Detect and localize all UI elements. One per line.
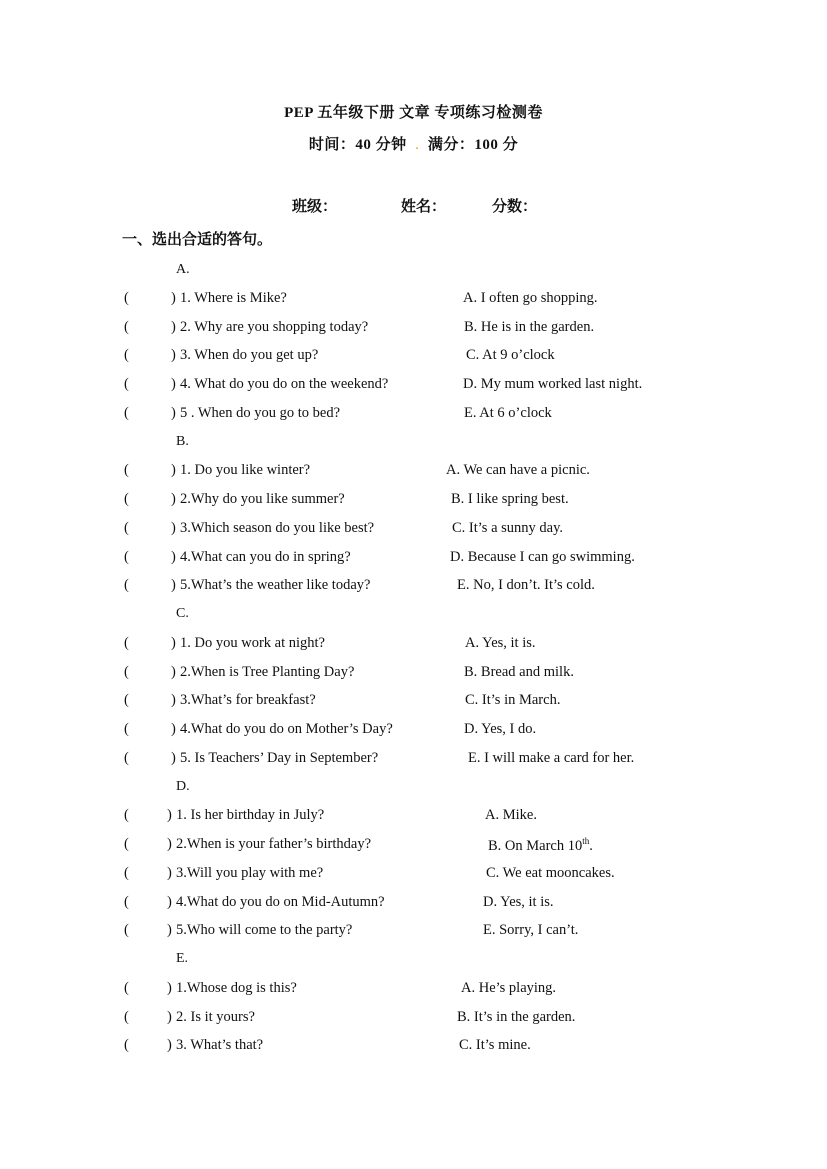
question-row xyxy=(0,635,827,655)
answer-option xyxy=(463,290,598,307)
answer-option-text: A. Yes, it is. xyxy=(465,635,536,651)
question-text: 1. Where is Mike? xyxy=(180,290,287,306)
answer-option-text: C. It’s a sunny day. xyxy=(452,520,564,536)
question-text: 3.Will you play with me? xyxy=(176,865,324,881)
answer-blank-open: ( xyxy=(124,491,129,507)
question-text: 3. When do you get up? xyxy=(180,347,319,363)
answer-option xyxy=(450,549,635,566)
answer-blank-open: ( xyxy=(124,894,129,910)
question-text: 1. Do you like winter? xyxy=(180,462,311,478)
question-row xyxy=(0,319,827,339)
question-text: 4. What do you do on the weekend? xyxy=(180,376,389,392)
answer-blank-open: ( xyxy=(124,1037,129,1053)
answer-option-text: A. Mike. xyxy=(485,807,537,823)
answer-option-text: C. At 9 o’clock xyxy=(466,347,555,363)
answer-blank-open: ( xyxy=(124,922,129,938)
answer-blank-open: ( xyxy=(124,980,129,996)
question-text: 5.Who will come to the party? xyxy=(176,922,353,938)
question-row xyxy=(0,807,827,827)
question-text: 4.What do you do on Mid-Autumn? xyxy=(176,894,385,910)
group-letter: B. xyxy=(176,434,189,449)
answer-blank-close: ) xyxy=(167,807,172,823)
question-row xyxy=(0,549,827,569)
answer-blank-open: ( xyxy=(124,462,129,478)
answer-option xyxy=(465,635,536,652)
answer-option-text: D. Yes, it is. xyxy=(483,894,554,910)
class-label: 班级： xyxy=(292,199,338,215)
question-text: 2. Is it yours? xyxy=(176,1009,255,1025)
answer-blank-open: ( xyxy=(124,347,129,363)
question-row xyxy=(0,462,827,482)
answer-blank-close: ) xyxy=(167,1009,172,1025)
answer-blank-open: ( xyxy=(124,836,129,852)
answer-option-text: B. It’s in the garden. xyxy=(457,1009,576,1025)
answer-option xyxy=(466,347,555,364)
answer-blank-close: ) xyxy=(171,750,176,766)
answer-option-text: C. It’s in March. xyxy=(465,692,561,708)
name-label: 姓名： xyxy=(401,199,447,215)
answer-blank-open: ( xyxy=(124,721,129,737)
question-row xyxy=(0,347,827,367)
answer-blank-close: ) xyxy=(167,894,172,910)
answer-option-text: E. Sorry, I can’t. xyxy=(483,922,579,938)
answer-tail: . xyxy=(589,837,593,854)
answer-blank-close: ) xyxy=(167,922,172,938)
answer-option-text: E. No, I don’t. It’s cold. xyxy=(457,577,595,593)
question-row xyxy=(0,721,827,741)
answer-option xyxy=(464,319,594,336)
question-text: 5 . When do you go to bed? xyxy=(180,405,341,421)
answer-option xyxy=(446,462,590,479)
question-row xyxy=(0,376,827,396)
answer-option xyxy=(451,491,569,508)
answer-blank-close: ) xyxy=(171,405,176,421)
student-info xyxy=(0,195,827,215)
section-heading: 一、选出合适的答句。 xyxy=(122,232,273,248)
answer-blank-close: ) xyxy=(171,664,176,680)
question-text: 5.What’s the weather like today? xyxy=(180,577,371,593)
answer-option xyxy=(459,1037,531,1054)
question-row xyxy=(0,577,827,597)
answer-blank-open: ( xyxy=(124,865,129,881)
answer-option-text: B. He is in the garden. xyxy=(464,319,595,335)
question-text: 3.Which season do you like best? xyxy=(180,520,375,536)
answer-blank-close: ) xyxy=(167,980,172,996)
question-row xyxy=(0,1009,827,1029)
answer-option xyxy=(464,664,574,681)
answer-option-text: D. Yes, I do. xyxy=(464,721,537,737)
answer-option xyxy=(457,577,595,594)
answer-blank-close: ) xyxy=(171,319,176,335)
exam-meta xyxy=(0,133,827,154)
answer-option-text: B. I like spring best. xyxy=(451,491,569,507)
question-row xyxy=(0,894,827,914)
answer-option xyxy=(468,750,634,767)
group-letter: D. xyxy=(176,779,190,794)
answer-option xyxy=(463,376,642,393)
answer-option xyxy=(457,1009,575,1026)
answer-option-text: B. Bread and milk. xyxy=(464,664,574,680)
answer-blank-open: ( xyxy=(124,635,129,651)
question-text: 2. Why are you shopping today? xyxy=(180,319,369,335)
dot-mark: . xyxy=(415,137,420,153)
question-text: 5. Is Teachers’ Day in September? xyxy=(180,750,379,766)
answer-option xyxy=(483,922,578,939)
answer-blank-open: ( xyxy=(124,1009,129,1025)
answer-option-text: E. I will make a card for her. xyxy=(468,750,635,766)
question-text: 3. What’s that? xyxy=(176,1037,264,1053)
question-row xyxy=(0,664,827,684)
answer-option xyxy=(464,405,552,422)
answer-blank-close: ) xyxy=(171,347,176,363)
answer-option xyxy=(461,980,556,997)
answer-option-text: E. At 6 o’clock xyxy=(464,405,552,421)
question-row xyxy=(0,865,827,885)
answer-option xyxy=(485,807,537,824)
question-text: 4.What can you do in spring? xyxy=(180,549,351,565)
question-row xyxy=(0,405,827,425)
answer-blank-close: ) xyxy=(171,462,176,478)
answer-blank-open: ( xyxy=(124,290,129,306)
answer-blank-open: ( xyxy=(124,750,129,766)
question-row xyxy=(0,980,827,1000)
page-title: PEP 五年级下册 文章 专项练习检测卷 xyxy=(284,105,543,121)
answer-option xyxy=(452,520,563,537)
answer-blank-open: ( xyxy=(124,549,129,565)
answer-blank-close: ) xyxy=(171,376,176,392)
question-row xyxy=(0,1037,827,1057)
answer-blank-open: ( xyxy=(124,692,129,708)
answer-option-text: A. He’s playing. xyxy=(461,980,557,996)
question-row xyxy=(0,520,827,540)
question-text: 2.When is Tree Planting Day? xyxy=(180,664,355,680)
answer-option xyxy=(486,865,615,882)
answer-blank-close: ) xyxy=(167,1037,172,1053)
total-score: 满分：100 分 xyxy=(427,137,519,153)
answer-blank-close: ) xyxy=(171,635,176,651)
answer-blank-open: ( xyxy=(124,807,129,823)
answer-blank-close: ) xyxy=(167,865,172,881)
answer-option xyxy=(464,721,536,738)
question-text: 1.Whose dog is this? xyxy=(176,980,297,996)
question-text: 3.What’s for breakfast? xyxy=(180,692,316,708)
answer-blank-close: ) xyxy=(171,721,176,737)
question-row xyxy=(0,290,827,310)
question-row xyxy=(0,750,827,770)
answer-option-text: C. We eat mooncakes. xyxy=(486,865,615,881)
answer-blank-open: ( xyxy=(124,520,129,536)
answer-blank-open: ( xyxy=(124,664,129,680)
question-row xyxy=(0,922,827,942)
time-limit: 时间：40 分钟 xyxy=(308,137,407,153)
question-row xyxy=(0,692,827,712)
group-letter: E. xyxy=(176,951,189,966)
answer-blank-open: ( xyxy=(124,577,129,593)
group-letter: A. xyxy=(176,262,190,277)
answer-blank-close: ) xyxy=(171,549,176,565)
answer-option-text: D. My mum worked last night. xyxy=(463,376,643,392)
answer-blank-open: ( xyxy=(124,319,129,335)
group-letter: C. xyxy=(176,606,189,621)
question-text: 4.What do you do on Mother’s Day? xyxy=(180,721,393,737)
score-label: 分数： xyxy=(492,199,538,215)
answer-blank-close: ) xyxy=(167,836,172,852)
question-text: 2.When is your father’s birthday? xyxy=(176,836,372,852)
question-row xyxy=(0,491,827,511)
question-row xyxy=(0,836,827,856)
answer-blank-open: ( xyxy=(124,376,129,392)
answer-blank-close: ) xyxy=(171,692,176,708)
answer-option xyxy=(465,692,560,709)
answer-option-text: C. It’s mine. xyxy=(459,1037,531,1053)
answer-blank-close: ) xyxy=(171,577,176,593)
answer-option-text: D. Because I can go swimming. xyxy=(450,549,635,565)
question-text: 2.Why do you like summer? xyxy=(180,491,345,507)
answer-option xyxy=(488,836,593,855)
answer-blank-open: ( xyxy=(124,405,129,421)
question-text: 1. Is her birthday in July? xyxy=(176,807,325,823)
answer-blank-close: ) xyxy=(171,290,176,306)
answer-option-text: A. I often go shopping. xyxy=(463,290,598,306)
answer-option-text: A. We can have a picnic. xyxy=(446,462,590,478)
question-text: 1. Do you work at night? xyxy=(180,635,325,651)
answer-option xyxy=(483,894,554,911)
answer-blank-close: ) xyxy=(171,491,176,507)
ordinal-suffix: th xyxy=(582,836,590,846)
answer-blank-close: ) xyxy=(171,520,176,536)
answer-option-text: B. On March 10 xyxy=(488,837,583,854)
